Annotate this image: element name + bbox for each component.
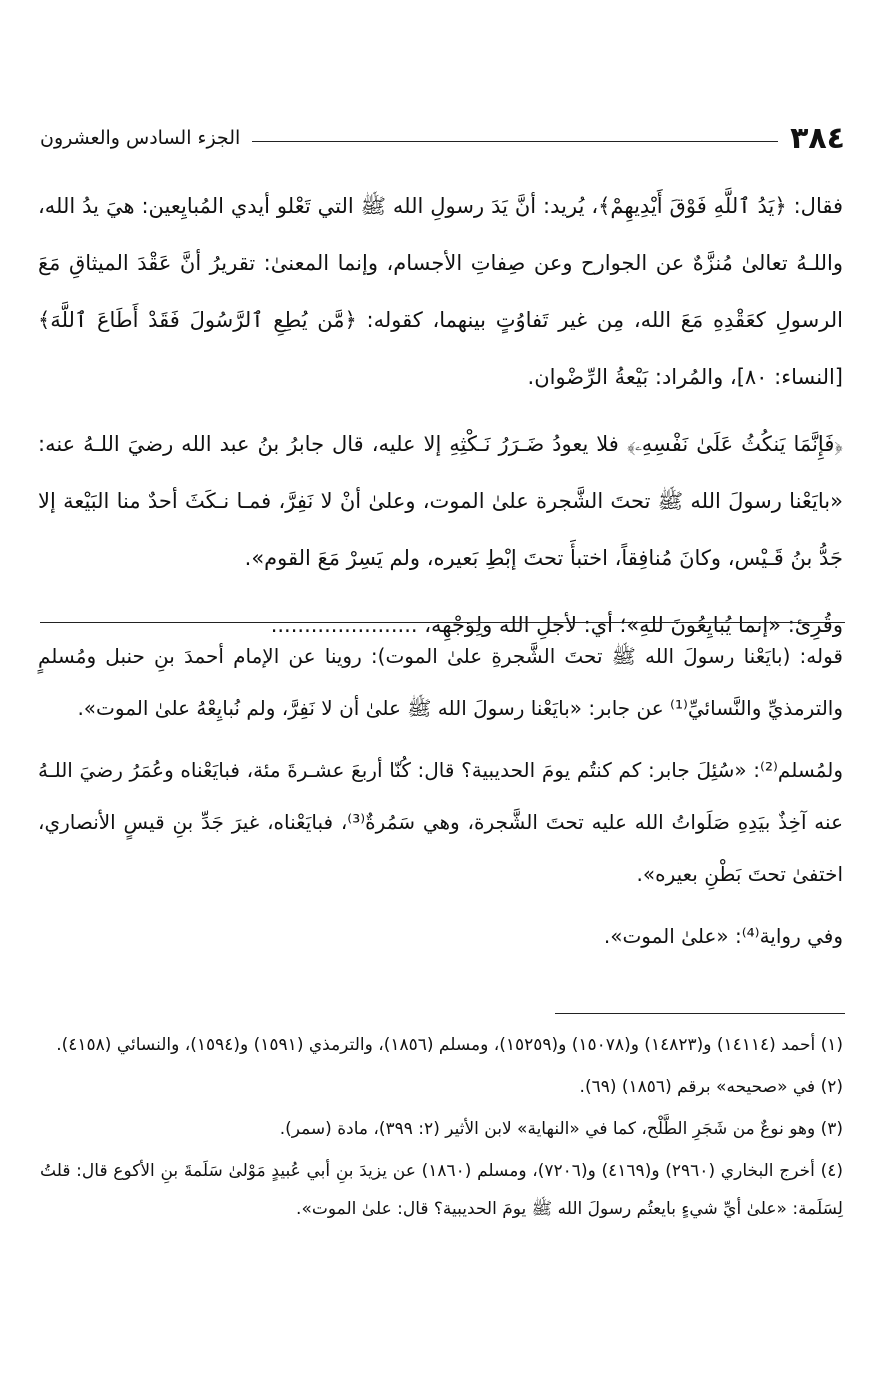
main-text (38, 178, 843, 654)
footnote-rule (555, 1013, 845, 1014)
page-number: ٣٨٤ (790, 120, 845, 156)
running-title: الجزء السادس والعشرون (40, 127, 241, 149)
main-paragraph-2: ﴿فَإِنَّمَا يَنكُثُ عَلَىٰ نَفْسِهِۦ﴾ فلا يعودُ ضَـرَرُ نَـكْثِهِ إلا عليه، قال جابرُ بنُ عبد الله رضيَ اللـهُ عنه: «بايَعْنا رسولَ الله ﷺ تحتَ الشَّجرة علىٰ الموت، وعلىٰ أنْ لا نَفِرَّ، فمـا نـكَثَ أحدٌ منا البَيْعة إلا جَدُّ بنُ قَـيْس، وكانَ مُنافِقاً، اختبأَ تحتَ إبْطِ بَعيره، ولم يَسِرْ مَعَ القوم». (38, 432, 843, 570)
main-paragraph-1: فقال: ﴿يَدُ ٱللَّهِ فَوْقَ أَيْدِيهِمْ﴾، يُريد: أنَّ يَدَ رسولِ الله ﷺ التي تَعْلو أيدي المُبايِعين: هيَ يدُ الله، واللـهُ تعالىٰ مُنزَّهٌ عن الجوارح وعن صِفاتِ الأجسام، وإنما المعنىٰ: تقريرُ أنَّ عَقْدَ الميثاقِ مَعَ الرسولِ كعَقْدِهِ مَعَ الله، مِن غير تَفاوُتٍ بينهما، كقوله: ﴿مَّن يُطِعِ ٱلرَّسُولَ فَقَدْ أَطَاعَ ٱللَّهَ﴾ [النساء: ٨٠]، والمُراد: بَيْعةُ الرِّضْوان. (38, 194, 843, 389)
footnote-2: (٢) في «صحيحه» برقم (١٨٥٦) (٦٩). (579, 1077, 843, 1097)
footnotes (40, 1026, 843, 1232)
footnote-1: (١) أحمد (١٤١١٤) و(١٤٨٢٣) و(١٥٠٧٨) و(١٥٢٥٩)، ومسلم (١٨٥٦)، والترمذي (١٥٩١) و(١٥٩٤)، والنسائي (٤١٥٨). (56, 1035, 843, 1055)
footnote-3: (٣) وهو نوعٌ من شَجَرِ الطَّلْح، كما في «النهاية» لابن الأثير (٢: ٣٩٩)، مادة (سمر). (279, 1119, 843, 1139)
footnote-4: (٤) أخرج البخاري (٢٩٦٠) و(٤١٦٩) و(٧٢٠٦)، ومسلم (١٨٦٠) عن يزيدَ بنِ أبي عُبيدٍ مَوْلىٰ سَلَمةَ بنِ الأكوع قال: قلتُ لِسَلَمة: «علىٰ أيِّ شيءٍ بايعتُم رسولَ الله ﷺ يومَ الحديبية؟ قال: علىٰ الموت». (40, 1161, 843, 1219)
page-header (40, 118, 845, 158)
commentary (38, 630, 843, 972)
main-paragraph-3: وقُرِئ: «إنما يُبايِعُونَ للهِ»؛ أي: لأجلِ الله ولِوَجْهِه، ...................... (270, 613, 843, 637)
commentary-paragraph-3: وفي رواية⁽⁴⁾: «علىٰ الموت». (603, 924, 843, 948)
text-commentary-separator (40, 622, 845, 623)
commentary-paragraph-1: قوله: (بايَعْنا رسولَ الله ﷺ تحتَ الشَّجرةِ علىٰ الموت): روينا عن الإمام أحمدَ بنِ حنبل ومُسلمٍ والترمذيِّ والنَّسائيِّ⁽¹⁾ عن جابر: «بايَعْنا رسولَ الله ﷺ علىٰ أن لا نَفِرَّ، ولم نُبايِعْهُ علىٰ الموت». (38, 644, 843, 720)
commentary-paragraph-2: ولمُسلم⁽²⁾: «سُئِلَ جابر: كم كنتُم يومَ الحديبية؟ قال: كُنّا أربعَ عشـرةَ مئة، فبايَعْناه وعُمَرُ رضيَ اللـهُ عنه آخِذٌ بيَدِهِ صَلَواتُ الله عليه تحتَ الشَّجرة، وهي سَمُرةٌ⁽³⁾، فبايَعْناه، غيرَ جَدِّ بنِ قيسٍ الأنصاري، اختفىٰ تحتَ بَطْنِ بعيره». (38, 758, 844, 886)
header-rule (252, 141, 778, 142)
